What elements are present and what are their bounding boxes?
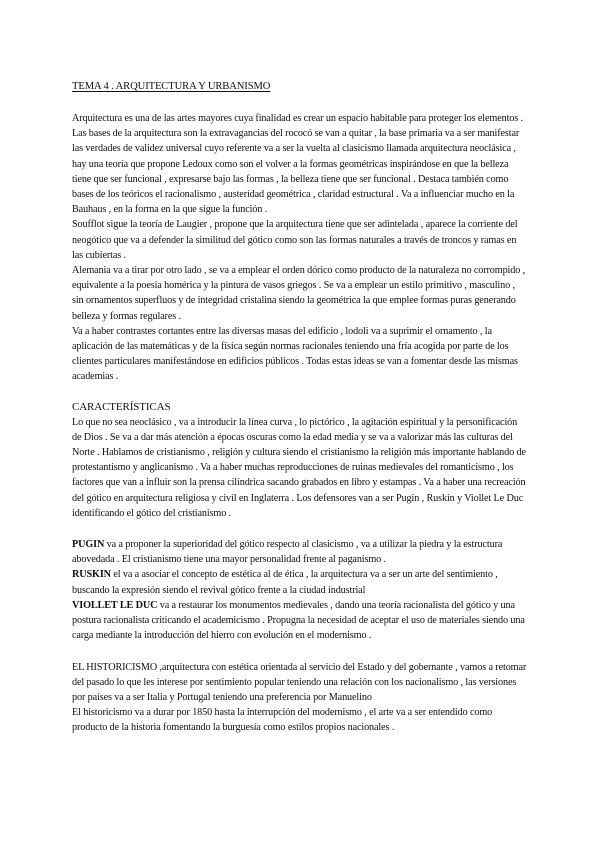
spacer [72,94,528,111]
author-name-viollet-le-duc: VIOLLET LE DUC [72,599,158,611]
author-ruskin [72,567,528,597]
author-pugin [72,537,528,567]
characteristics-heading: CARACTERÍSTICAS [72,400,171,413]
spacer [72,644,528,660]
intro-paragraph-3: Soufflot sigue la teoría de Laugier , propone que la arquitectura tiene que ser adintelada , aparece la corriente del neogótico que va a defender la similitud del gótico como son las formas naturales a través de troncos y ramas en las cubiertas . [72,219,518,261]
characteristics-section [72,400,528,521]
intro-paragraph-5: Va a haber contrastes cortantes entre las diversas masas del edificio , lodoli va a suprimir el ornamento , la aplicación de las matemáticas y de la física según normas racionales teniendo una fría acogida por parte de los clientes particulares manifestándose en edificios públicos . Todas estas ideas se van a fomentar desde las mismas academias . [72,325,518,383]
author-name-pugin: PUGIN [72,539,105,551]
intro-section [72,111,528,385]
author-viollet-le-duc [72,598,528,644]
intro-paragraph-4: Alemania va a tirar por otro lado , se va a emplear el orden dórico como producto de la naturaleza no corrompido , equivalente a la poesía homérica y la pintura de vasos griegos . Se va a emplear un estilo primitivo , masculino , sin ornamentos superfluos y de integridad cristalina siendo la geométrica la que emplee formas puras generando belleza y formas regulares . [72,265,526,322]
document-page [72,79,528,736]
author-text-pugin: va a proponer la superioridad del gótico respecto al clasicismo , va a utilizar la piedra y la estructura abovedada . El cristianismo tiene una mayor personalidad frente al paganismo . [72,539,503,566]
characteristics-paragraph: Lo que no sea neoclásico , va a introducir la línea curva , lo pictórico , la agitación espiritual y la personificación de Dios . Se va a dar más atención a épocas oscuras como la edad media y se va a valorizar más las culturas del Norte . Hablamos de cristianismo , religión y cultura siendo el cristianismo la religión más importante hablando de protestantismo y anglicanismo . Va a haber muchas reproducciones de ruinas medievales del romanticismo , los factores que van a influir son la prensa cilíndrica sacando grabados en libro y estampas . Va a haber una recreación del gótico en arquitectura religiosa y civil en Inglaterra . Los defensores van a ser Pugin , Ruskin y Viollet Le Duc identificando el gótico del cristianismo . [72,416,526,519]
spacer [72,385,528,400]
author-text-viollet-le-duc: va a restaurar los monumentos medievales , dando una teoría racionalista del gótico y una postura racionalista criticando el academicismo . Propugna la necesidad de aceptar el uso de materiales siendo una carga mediante la introducción del hierro con evolución en el modernismo . [72,599,525,642]
historicism-paragraph-2: El historicismo va a durar por 1850 hasta la interrupción del modernismo , el arte va a ser entendido como producto de la historia fomentando la burguesía como estilos propios nacionales . [72,707,493,734]
spacer [72,521,528,537]
historicism-paragraph-1: EL HISTORICISMO ,arquitectura con estética orientada al servicio del Estado y del gobernante , vamos a retomar del pasado lo que les interese por sentimiento popular teniendo una relación con los nacionalismo , las versiones por países va a ser Italia y Portugal teniendo una preferencia por Manuelino [72,661,527,703]
intro-paragraph-1: Arquitectura es una de las artes mayores cuya finalidad es crear un espacio habitable para proteger los elementos . [72,113,523,124]
document-title: TEMA 4 . ARQUITECTURA Y URBANISMO [72,81,271,92]
historicism-section [72,660,528,736]
author-text-ruskin: el va a asociar el concepto de estética al de ética , la arquitectura va a ser un arte del sentimiento , buscando la expresión siendo el revival gótico frente a la ciudad industrial [72,569,498,596]
authors-section [72,537,528,643]
author-name-ruskin: RUSKIN [72,569,111,581]
intro-paragraph-2: Las bases de la arquitectura son la extravagancias del rococó se van a quitar , la base primaria va a ser manifestar las verdades de validez universal cuyo referente va a ser la vuelta al clasicismo llamada arquitectura neoclásica , hay una teoría que propone Ledoux como son el volver a la formas geométricas inspirándose en que la belleza tiene que ser funcional , expresarse bajo las formas , la belleza tiene que ser funcional . Destaca también como bases de los teóricos el racionalismo , austeridad geométrica , claridad estructural . Va a influenciar mucho en la Bauhaus , en la forma en la que sigue la función . [72,128,520,216]
